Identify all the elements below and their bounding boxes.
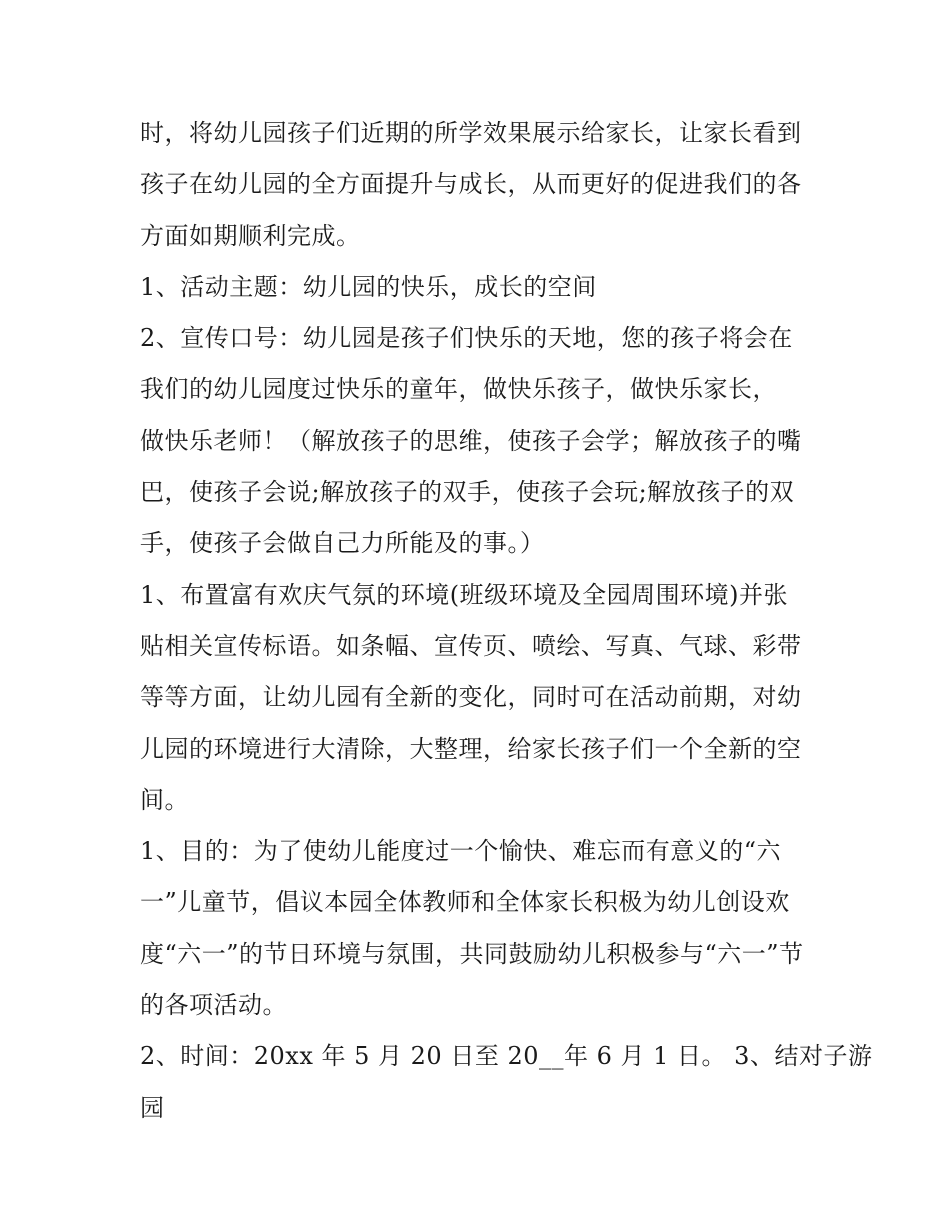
text-line: 时，将幼儿园孩子们近期的所学效果展示给家长，让家长看到: [140, 119, 802, 147]
text-line: 2、宣传口号：幼儿园是孩子们快乐的天地，您的孩子将会在: [140, 324, 793, 353]
text-line: 巴，使孩子会说;解放孩子的双手，使孩子会玩;解放孩子的双: [140, 478, 795, 507]
text-line: 我们的幼儿园度过快乐的童年，做快乐孩子，做快乐家长，: [140, 375, 777, 404]
document-body: [140, 108, 873, 1134]
text-line: 间。: [140, 785, 189, 814]
text-line: 园: [140, 1093, 165, 1122]
text-line: 度“六一”的节日环境与氛围，共同鼓励幼儿积极参与“六一”节: [140, 939, 804, 968]
text-line: 手，使孩子会做自己力所能及的事。）: [140, 529, 545, 558]
text-line: 2、时间：20xx 年 5 月 20 日至 20__年 6 月 1 日。 3、结对子游: [140, 1042, 873, 1071]
text-line: 等等方面，让幼儿园有全新的变化，同时可在活动前期，对幼: [140, 683, 802, 712]
text-line: 的各项活动。: [140, 991, 287, 1020]
text-line: 孩子在幼儿园的全方面提升与成长，从而更好的促进我们的各: [140, 170, 802, 199]
text-line: 贴相关宣传标语。如条幅、宣传页、喷绘、写真、气球、彩带: [140, 631, 802, 660]
text-line: 方面如期顺利完成。: [140, 221, 361, 250]
text-line: 做快乐老师！（解放孩子的思维，使孩子会学；解放孩子的嘴: [140, 426, 802, 455]
text-line: 1、活动主题：幼儿园的快乐，成长的空间: [140, 272, 597, 301]
text-line: 儿园的环境进行大清除，大整理，给家长孩子们一个全新的空: [140, 734, 802, 763]
text-line: 1、目的：为了使幼儿能度过一个愉快、难忘而有意义的“六: [140, 837, 782, 866]
text-line: 1、布置富有欢庆气氛的环境(班级环境及全园周围环境)并张: [140, 580, 788, 609]
text-line: 一”儿童节，倡议本园全体教师和全体家长积极为幼儿创设欢: [140, 888, 790, 917]
